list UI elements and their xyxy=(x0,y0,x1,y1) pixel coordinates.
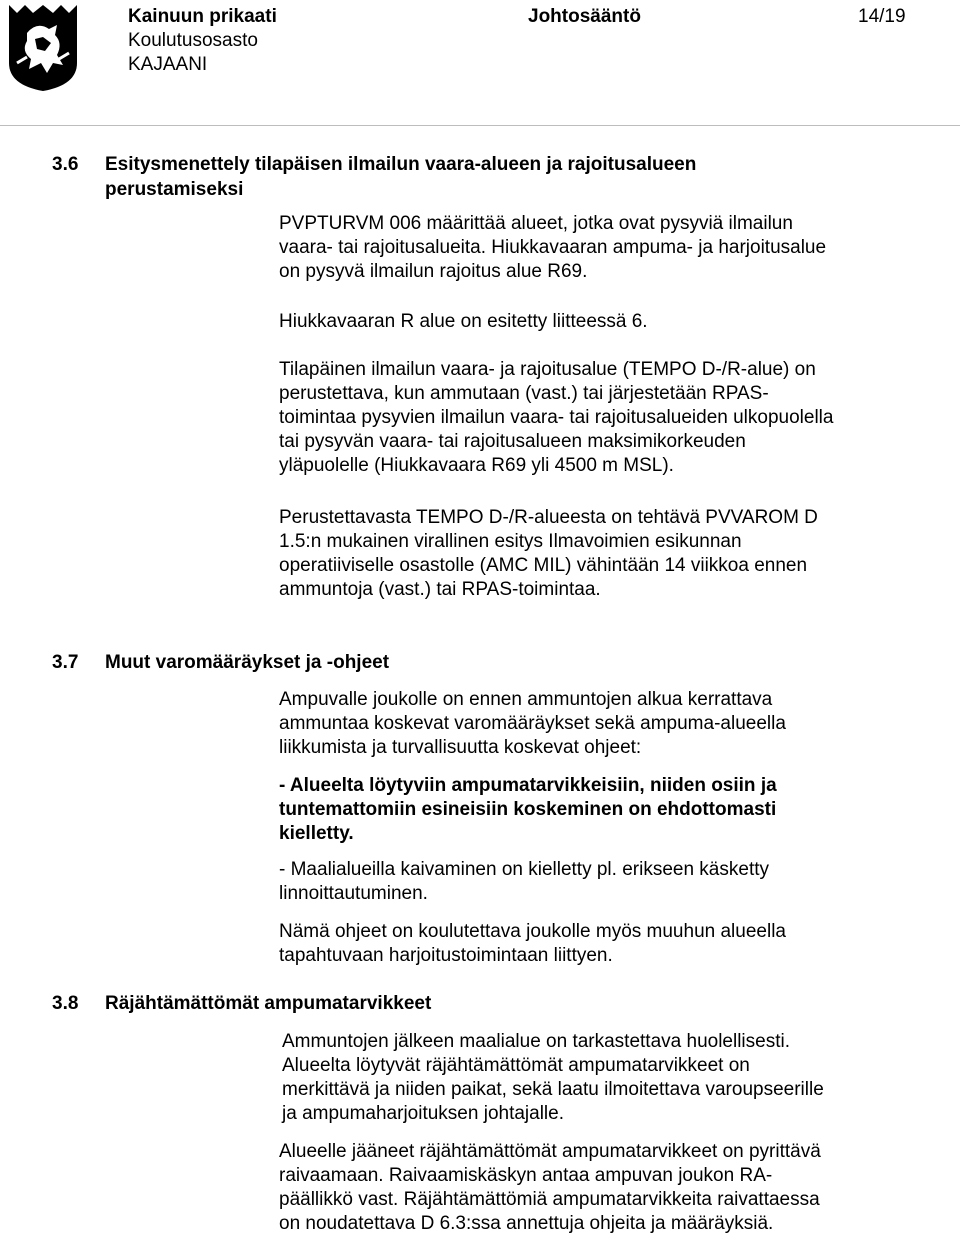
paragraph xyxy=(279,858,899,906)
paragraph xyxy=(282,1030,902,1126)
header-doc-title: Johtosääntö xyxy=(528,6,641,27)
text-line: ja ampumaharjoituksen johtajalle. xyxy=(282,1103,564,1124)
text-line: Ammuntojen jälkeen maalialue on tarkastettava huolellisesti. xyxy=(282,1031,790,1052)
text-line: päällikkö vast. Räjähtämättömiä ampumatarvikkeita raivattaessa xyxy=(279,1189,820,1210)
text-line: ammuntaa koskevat varomääräykset sekä ampuma-alueella xyxy=(279,713,786,734)
paragraph xyxy=(279,310,899,334)
section-title: Esitysmenettely tilapäisen ilmailun vaara-alueen ja rajoitusalueen xyxy=(105,154,697,175)
header-city: KAJAANI xyxy=(128,54,208,75)
section-title: Räjähtämättömät ampumatarvikkeet xyxy=(105,993,432,1014)
paragraph xyxy=(279,358,899,478)
text-line: raivaamaan. Raivaamiskäskyn antaa ampuvan joukon RA- xyxy=(279,1165,773,1186)
section-title-cont: perustamiseksi xyxy=(105,179,244,200)
text-line: on noudatettava D 6.3:ssa annettuja ohjeita ja määräyksiä. xyxy=(279,1213,774,1234)
text-line: Perustettavasta TEMPO D-/R-alueesta on tehtävä PVVAROM D xyxy=(279,507,818,528)
text-line: tai pysyvän vaara- tai rajoitusalueen maksimikorkeuden xyxy=(279,431,746,452)
text-line: 1.5:n mukainen virallinen esitys Ilmavoimien esikunnan xyxy=(279,531,742,552)
header-page-number: 14/19 xyxy=(858,6,906,27)
section-3-8-heading xyxy=(52,991,912,1016)
text-line: linnoittautuminen. xyxy=(279,883,428,904)
text-line: liikkumista ja turvallisuutta koskevat ohjeet: xyxy=(279,737,642,758)
text-line: Alueelta löytyvät räjähtämättömät ampumatarvikkeet on xyxy=(282,1055,750,1076)
warning-paragraph xyxy=(279,774,899,846)
paragraph xyxy=(279,212,899,284)
text-line: vaara- tai rajoitusalueita. Hiukkavaaran ampuma- ja harjoitusalue xyxy=(279,237,827,258)
section-number: 3.6 xyxy=(52,154,79,175)
text-line: Hiukkavaaran R alue on esitetty liitteessä 6. xyxy=(279,311,648,332)
text-line: yläpuolelle (Hiukkavaara R69 yli 4500 m MSL). xyxy=(279,455,674,476)
text-line: PVPTURVM 006 määrittää alueet, jotka ovat pysyviä ilmailun xyxy=(279,213,793,234)
paragraph xyxy=(279,1140,899,1236)
text-line: toimintaa pysyvien ilmailun vaara- tai rajoitusalueiden ulkopuolella xyxy=(279,407,834,428)
header-org: Kainuun prikaati xyxy=(128,6,277,27)
text-line: merkittävä ja niiden paikat, sekä laatu ilmoitettava varoupseerille xyxy=(282,1079,824,1100)
text-line: on pysyvä ilmailun rajoitus alue R69. xyxy=(279,261,588,282)
paragraph xyxy=(279,688,899,760)
text-line: operatiiviselle osastolle (AMC MIL) vähintään 14 viikkoa ennen xyxy=(279,555,808,576)
coat-of-arms-logo xyxy=(7,3,79,93)
section-3-7-heading xyxy=(52,650,912,675)
header-divider xyxy=(0,125,960,126)
text-line: tapahtuvaan harjoitustoimintaan liittyen. xyxy=(279,945,613,966)
header-unit: Koulutusosasto xyxy=(128,30,258,51)
section-number: 3.8 xyxy=(52,993,79,1014)
text-line: ammuntoja (vast.) tai RPAS-toimintaa. xyxy=(279,579,601,600)
text-line: kielletty. xyxy=(279,823,354,844)
text-line: perustettava, kun ammutaan (vast.) tai järjestetään RPAS- xyxy=(279,383,769,404)
text-line: Tilapäinen ilmailun vaara- ja rajoitusalue (TEMPO D-/R-alue) on xyxy=(279,359,816,380)
text-line: Ampuvalle joukolle on ennen ammuntojen alkua kerrattava xyxy=(279,689,773,710)
text-line: Alueelle jääneet räjähtämättömät ampumatarvikkeet on pyrittävä xyxy=(279,1141,821,1162)
text-line: - Maalialueilla kaivaminen on kielletty pl. erikseen käsketty xyxy=(279,859,770,880)
text-line: tuntemattomiin esineisiin koskeminen on ehdottomasti xyxy=(279,799,777,820)
text-line: Nämä ohjeet on koulutettava joukolle myös muuhun alueella xyxy=(279,921,786,942)
paragraph xyxy=(279,506,899,602)
section-title: Muut varomääräykset ja -ohjeet xyxy=(105,652,390,673)
text-line: - Alueelta löytyviin ampumatarvikkeisiin, niiden osiin ja xyxy=(279,775,777,796)
paragraph xyxy=(279,920,899,968)
section-3-6-heading xyxy=(52,152,912,202)
section-number: 3.7 xyxy=(52,652,79,673)
